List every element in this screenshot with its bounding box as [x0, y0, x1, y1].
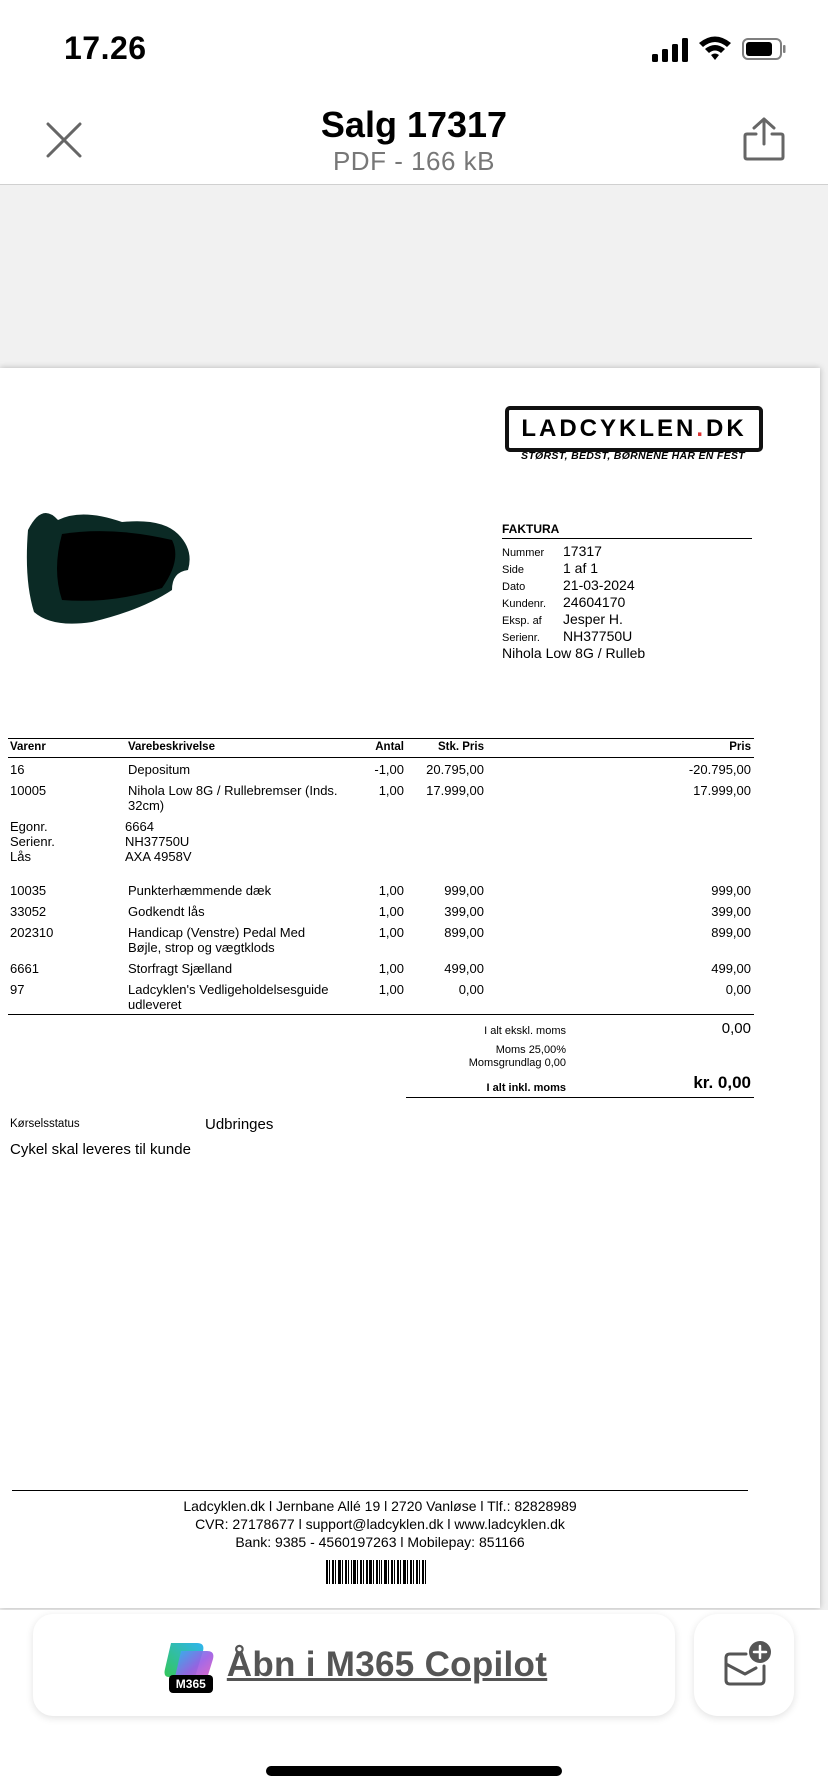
total-ex-label: I alt ekskl. moms — [484, 1025, 566, 1037]
detail-value: 6664 — [125, 819, 154, 834]
mail-add-button[interactable] — [694, 1614, 794, 1716]
detail-label: Lås — [10, 849, 31, 864]
total-ex-value: 0,00 — [721, 1020, 751, 1037]
cell-stk: 899,00 — [444, 925, 484, 940]
col-header-stk: Stk. Pris — [437, 741, 484, 753]
logo-tagline: STØRST, BEDST, BØRNENE HAR EN FEST — [521, 450, 745, 462]
cell-desc: Storfragt Sjælland — [128, 961, 233, 976]
delivery-value: Udbringes — [205, 1116, 274, 1133]
cell-antal: 1,00 — [378, 904, 404, 919]
cell-pris: -20.795,00 — [688, 762, 751, 777]
cell-varenr: 33052 — [10, 904, 47, 919]
table-header-rule — [8, 757, 754, 758]
cell-varenr: 10005 — [10, 783, 47, 798]
cell-antal: 1,00 — [378, 961, 404, 976]
document-subtitle: PDF - 166 kB — [332, 146, 496, 176]
detail-value: NH37750U — [125, 834, 190, 849]
footer-rule — [12, 1490, 748, 1491]
table-top-rule — [8, 738, 754, 739]
copilot-icon — [161, 1637, 217, 1693]
company-logo: LADCYKLEN . DK — [505, 406, 763, 452]
detail-label: Egonr. — [10, 819, 48, 834]
cell-stk: 20.795,00 — [426, 762, 484, 777]
delivery-note: Cykel skal leveres til kunde — [10, 1141, 191, 1158]
footer-line-2: CVR: 27178677 l support@ladcyklen.dk l www.ladcyklen.dk — [195, 1516, 565, 1532]
cell-desc-cont: udleveret — [128, 997, 182, 1012]
cell-varenr: 10035 — [10, 883, 47, 898]
redacted-address — [22, 500, 194, 626]
col-header-antal: Antal — [375, 741, 404, 753]
moms-label: Moms 25,00% — [495, 1044, 566, 1056]
cell-stk: 17.999,00 — [426, 783, 484, 798]
cell-antal: 1,00 — [378, 783, 404, 798]
cell-pris: 17.999,00 — [693, 783, 751, 798]
m365-badge: M365 — [169, 1675, 213, 1693]
cell-varenr: 202310 — [10, 925, 54, 940]
status-time: 17.26 — [64, 30, 147, 66]
battery-icon — [742, 38, 786, 60]
barcode — [326, 1560, 426, 1584]
totals-rule — [406, 1097, 754, 1098]
cell-desc: Ladcyklen's Vedligeholdelsesguide — [128, 982, 329, 997]
cell-antal: 1,00 — [378, 982, 404, 997]
invoice-field: Nummer 17317 — [502, 543, 602, 559]
signal-icon — [652, 38, 690, 62]
invoice-product: Nihola Low 8G / Rulleb — [502, 645, 646, 661]
cell-desc: Punkterhæmmende dæk — [128, 883, 272, 898]
cell-varenr: 16 — [10, 762, 25, 777]
table-bottom-rule — [8, 1014, 754, 1015]
delivery-label: Kørselsstatus — [10, 1118, 80, 1130]
total-inc-value: kr. 0,00 — [693, 1073, 751, 1092]
footer-line-1: Ladcyklen.dk l Jernbane Allé 19 l 2720 Vanløse l Tlf.: 82828989 — [183, 1498, 577, 1514]
cell-antal: -1,00 — [374, 762, 404, 777]
wifi-icon — [698, 34, 732, 62]
cell-varenr: 6661 — [10, 961, 39, 976]
invoice-field: Kundenr. 24604170 — [502, 594, 626, 610]
cell-desc: Nihola Low 8G / Rullebremser (Inds. — [128, 783, 338, 798]
invoice-field: Serienr. NH37750U — [502, 628, 633, 644]
invoice-field: Eksp. af Jesper H. — [502, 611, 623, 627]
footer-line-3: Bank: 9385 - 4560197263 l Mobilepay: 851166 — [235, 1534, 525, 1550]
invoice-info — [502, 522, 752, 661]
cell-pris: 399,00 — [711, 904, 751, 919]
col-header-varenr: Varenr — [10, 741, 46, 753]
cell-pris: 0,00 — [725, 982, 751, 997]
col-header-desc: Varebeskrivelse — [128, 741, 215, 753]
cell-desc: Depositum — [128, 762, 191, 777]
detail-value: AXA 4958V — [125, 849, 192, 864]
cell-antal: 1,00 — [378, 925, 404, 940]
cell-stk: 499,00 — [444, 961, 484, 976]
invoice-field: Side 1 af 1 — [502, 560, 599, 576]
share-icon[interactable] — [742, 116, 786, 162]
invoice-title: FAKTURA — [502, 522, 752, 539]
cell-desc-cont: Bøjle, strop og vægtklods — [128, 940, 275, 955]
cell-stk: 0,00 — [458, 982, 484, 997]
moms-base-label: Momsgrundlag 0,00 — [468, 1057, 566, 1069]
home-indicator — [266, 1766, 562, 1776]
total-inc-label: I alt inkl. moms — [486, 1082, 566, 1094]
cell-desc-cont: 32cm) — [128, 798, 165, 813]
cell-stk: 999,00 — [444, 883, 484, 898]
open-copilot-button[interactable] — [33, 1614, 675, 1716]
invoice-field: Dato 21-03-2024 — [502, 577, 635, 593]
cell-pris: 499,00 — [711, 961, 751, 976]
cell-stk: 399,00 — [444, 904, 484, 919]
mail-add-icon — [694, 1614, 794, 1716]
cell-varenr: 97 — [10, 982, 25, 997]
col-header-pris: Pris — [729, 741, 751, 753]
detail-label: Serienr. — [10, 834, 55, 849]
open-copilot-label: Åbn i M365 Copilot — [226, 1645, 548, 1684]
cell-pris: 999,00 — [711, 883, 751, 898]
cell-desc: Handicap (Venstre) Pedal Med — [128, 925, 306, 940]
document-title: Salg 17317 — [320, 104, 508, 145]
cell-desc: Godkendt lås — [128, 904, 205, 919]
cell-antal: 1,00 — [378, 883, 404, 898]
status-bar — [0, 0, 828, 90]
cell-pris: 899,00 — [711, 925, 751, 940]
